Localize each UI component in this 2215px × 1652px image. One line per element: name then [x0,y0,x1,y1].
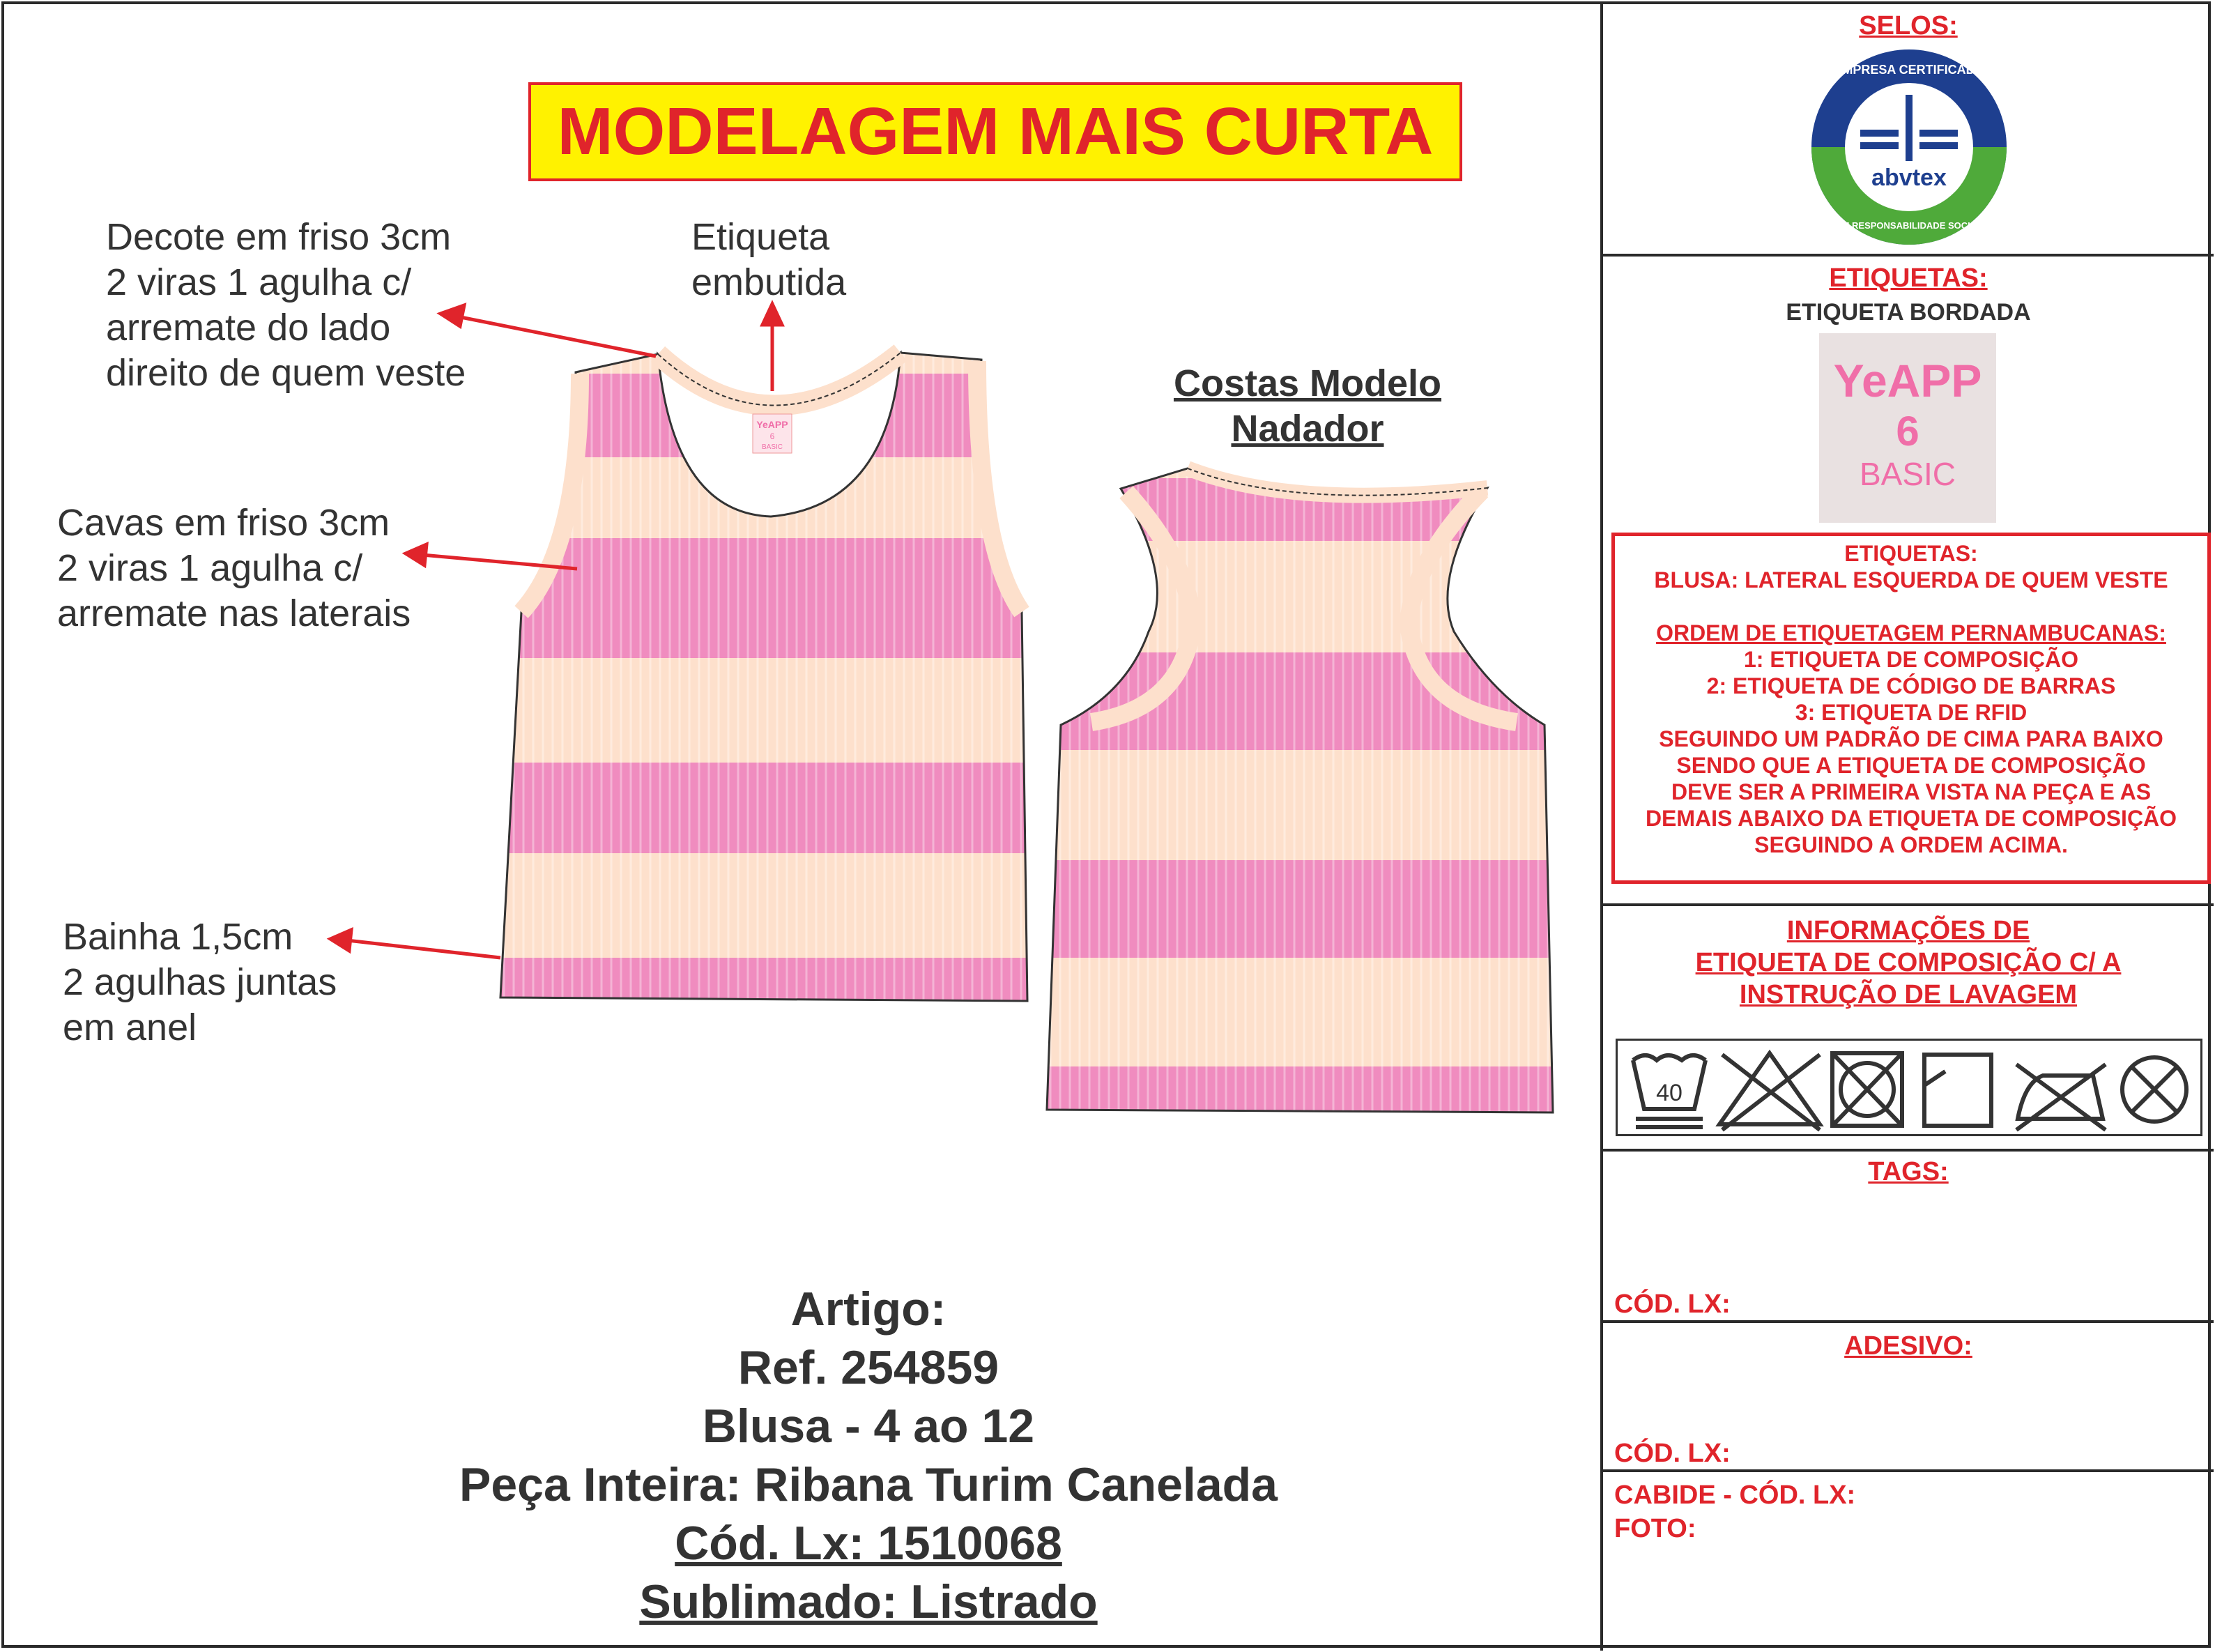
line-dry-icon [1924,1055,1991,1126]
instr-l2: 2: ETIQUETA DE CÓDIGO DE BARRAS [1706,673,2116,698]
inner-label-size: 6 [769,431,775,441]
artigo-label: Artigo: [790,1283,946,1336]
adesivo-header: ADESIVO: [1844,1331,1972,1361]
adesivo-section [1603,1323,2214,1472]
etiquetas-section [1603,257,2214,906]
selos-section [1603,4,2214,257]
label-line: BASIC [1859,456,1956,492]
no-bleach-icon [1719,1053,1820,1130]
embroidered-label [1819,333,1996,523]
ref: Ref. 254859 [737,1341,999,1394]
garment-drawings [4,4,1600,1189]
label-size: 6 [1896,408,1919,454]
peca-inteira: Peça Inteira: Ribana Turim Canelada [459,1458,1278,1511]
care-section [1603,906,2214,1152]
no-iron-icon [2016,1064,2106,1130]
spec-sheet [1,1,2211,1648]
back-view [1043,457,1558,1126]
instr-l5: SENDO QUE A ETIQUETA DE COMPOSIÇÃO [1676,753,2146,778]
label-brand: YeAPP [1833,355,1982,406]
seal-top-text: EMPRESA CERTIFICADA [1834,63,1984,77]
note-decote: Decote em friso 3cm 2 viras 1 agulha c/ arremate do lado direito de quem veste [106,216,466,394]
etiquetas-header: ETIQUETAS: [1829,263,1988,293]
instr-l4: SEGUINDO UM PADRÃO DE CIMA PARA BAIXO [1659,726,2163,751]
note-cavas: Cavas em friso 3cm 2 viras 1 agulha c/ arremate nas laterais [57,502,411,634]
care-symbols [1616,1039,2202,1136]
care-symbols-svg [1618,1041,2205,1138]
inner-label-brand: YeAPP [756,419,788,430]
drawing-area [4,4,1600,1651]
instr-ordem: ORDEM DE ETIQUETAGEM PERNAMBUCANAS: [1656,620,2166,645]
note-etiqueta: Etiqueta embutida [691,216,847,303]
info-header [1603,915,2214,1011]
info-line-2: ETIQUETA DE COMPOSIÇÃO C/ A [1695,948,2122,977]
instr-title: ETIQUETAS: [1844,541,1978,566]
no-dry-clean-icon [2122,1057,2186,1122]
instr-l1: 1: ETIQUETA DE COMPOSIÇÃO [1743,647,2079,672]
article-info [367,1280,1370,1631]
tags-section [1603,1152,2214,1323]
instr-blusa: BLUSA: LATERAL ESQUERDA DE QUEM VESTE [1654,567,2168,592]
instr-l6: DEVE SER A PRIMEIRA VISTA NA PEÇA E AS [1671,779,2152,804]
cabide-cod-lx: CABIDE - CÓD. LX: [1614,1481,1856,1510]
seal-bottom-text: EM RESPONSABILIDADE SOCIAL [1835,220,1983,231]
blusa: Blusa - 4 ao 12 [702,1400,1035,1453]
cod-lx: Cód. Lx: 1510068 [675,1517,1062,1570]
abvtex-seal-icon [1808,46,2010,248]
tags-cod-lx: CÓD. LX: [1614,1290,1731,1319]
seal-brand: abvtex [1871,165,1947,191]
inner-label-line: BASIC [761,443,783,451]
instr-l8: SEGUINDO A ORDEM ACIMA. [1754,832,2068,857]
info-line-1: INFORMAÇÕES DE [1786,916,2030,945]
note-bainha: Bainha 1,5cm 2 agulhas juntas em anel [63,916,337,1048]
foto-label: FOTO: [1614,1514,1696,1543]
back-title: Costas Modelo Nadador [1173,362,1442,450]
wash-temp: 40 [1656,1080,1683,1106]
banner: MODELAGEM MAIS CURTA [528,82,1462,181]
info-line-3: INSTRUÇÃO DE LAVAGEM [1739,980,2078,1009]
cabide-section [1603,1472,2214,1651]
right-panel [1600,4,2214,1651]
adesivo-cod-lx: CÓD. LX: [1614,1439,1731,1468]
etiqueta-bordada: ETIQUETA BORDADA [1786,299,2031,326]
selos-header: SELOS: [1859,11,1958,40]
sublimado: Sublimado: Listrado [639,1575,1098,1628]
instr-l3: 3: ETIQUETA DE RFID [1795,700,2028,725]
tags-header: TAGS: [1868,1157,1949,1186]
labeling-instructions [1611,533,2211,884]
no-tumble-dry-icon [1832,1053,1902,1126]
instr-l7: DEMAIS ABAIXO DA ETIQUETA DE COMPOSIÇÃO [1645,806,2177,831]
